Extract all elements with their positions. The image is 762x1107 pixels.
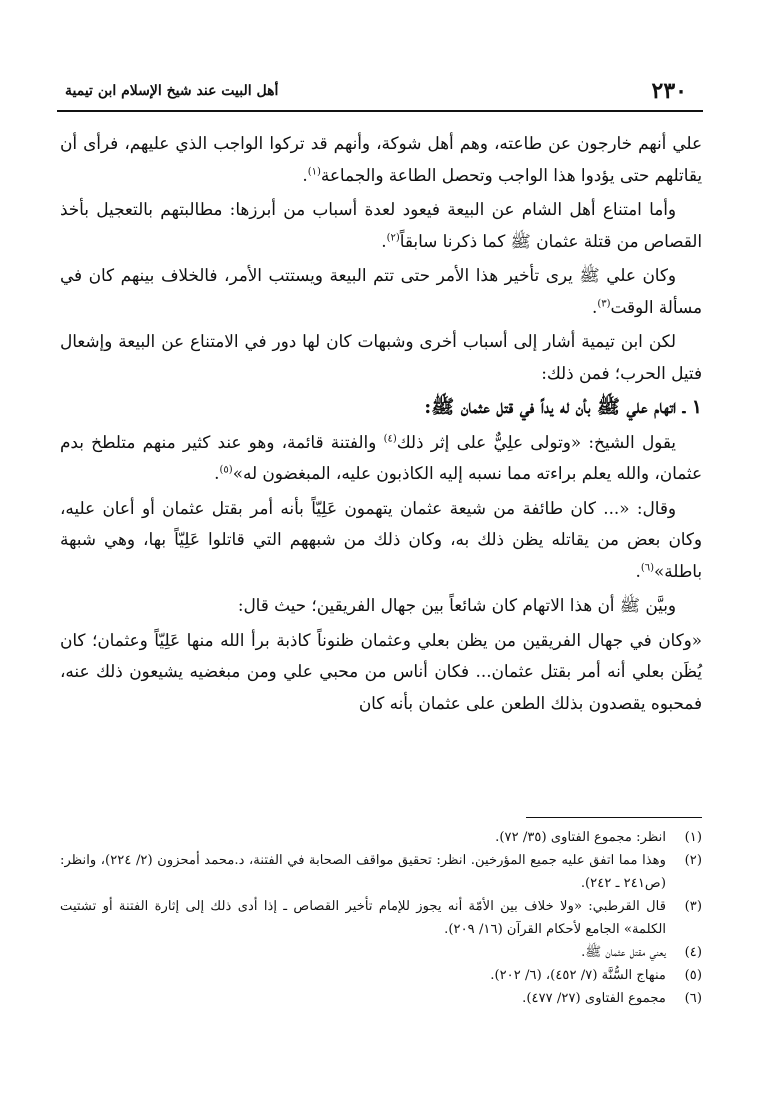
paragraph-text: وأما امتناع أهل الشام عن البيعة فيعود لعدة أسباب من أبرزها: مطالبتهم بالتعجيل بأخذ القصاص من قتلة عثمان ﷺ كما ذكرنا سابقاً xyxy=(60,199,702,251)
paragraph: وكان علي ﷺ يرى تأخير هذا الأمر حتى تتم البيعة ويستتب الأمر، فالخلاف بينهم كان في مسألة الوقت$^{(٣)}$. xyxy=(60,265,702,317)
footnote-text: يعني مقتل عثمان ﷺ. xyxy=(581,945,666,960)
footnote-ref: (٦) xyxy=(640,561,655,573)
paragraph: وأما امتناع أهل الشام عن البيعة فيعود لعدة أسباب من أبرزها: مطالبتهم بالتعجيل بأخذ القصاص من قتلة عثمان ﷺ كما ذكرنا سابقاً$^{(٢)}$. xyxy=(60,199,702,251)
footnote-text: قال القرطبي: «ولا خلاف بين الأمّة أنه يجوز للإمام تأخير القصاص ـ إذا أدى ذلك إلى إثارة الفتنة أو تشتيت الكلمة» الجامع لأحكام القرآن (١٦/ ٢٠٩). xyxy=(60,899,666,937)
footnote-text: انظر: مجموع الفتاوى (٣٥/ ٧٢). xyxy=(495,830,666,845)
footnote-number: (٤) xyxy=(684,945,702,960)
footnote-ref: (٣) xyxy=(597,297,611,309)
paragraph-text: لكن ابن تيمية أشار إلى أسباب أخرى وشبهات كان لها دور في الامتناع عن البيعة وإشعال فتيل الحرب؛ فمن ذلك: xyxy=(60,331,702,383)
footnote xyxy=(60,849,702,895)
paragraph-text: والفتنة قائمة، وهو عند كثير منهم متلطخ بدم عثمان، والله يعلم براءته مما نسبه إليه الكاذبون عليه، المبغضون له» xyxy=(60,431,702,483)
page-number: ٢٣٠ xyxy=(651,78,687,104)
footnote xyxy=(60,826,702,849)
paragraph: علي أنهم خارجون عن طاعته، وهم أهل شوكة، وأنهم قد تركوا الواجب الذي عليهم، فرأى أن يقاتلهم حتى يؤدوا هذا الواجب وتحصل الطاعة والجماعة$^{(١)}$. xyxy=(60,133,702,185)
footnote-divider xyxy=(526,817,702,818)
main-text xyxy=(60,128,702,722)
footnote-number: (١) xyxy=(684,830,702,845)
footnote-text: مجموع الفتاوى (٢٧/ ٤٧٧). xyxy=(522,991,666,1006)
paragraph-text: وكان علي ﷺ يرى تأخير هذا الأمر حتى تتم البيعة ويستتب الأمر، فالخلاف بينهم كان في مسألة الوقت xyxy=(60,265,702,317)
paragraph xyxy=(60,326,702,389)
footnote-ref: (٢) xyxy=(386,231,400,243)
section-heading: ١ ـ اتهام علي ﷺ بأن له يداً في قتل عثمان ﷺ: xyxy=(424,396,702,418)
footnote xyxy=(60,987,702,1010)
paragraph: وقال: «... كان طائفة من شيعة عثمان يتهمون عَلِيّاً بأنه أمر بقتل عثمان أو أعان عليه، وكان بعض من يقاتله يظن ذلك به، وكان ذلك من شبههم التي قاتلوا عَلِيّاً بها، وهي شبهة باطلة»$^{(٦)}$. xyxy=(60,497,702,581)
footnote-ref: (٤) xyxy=(383,432,397,444)
paragraph xyxy=(60,590,702,622)
footnote-ref: (١) xyxy=(307,165,321,177)
paragraph-text: يقول الشيخ: «وتولى علِيٌّ على إثر ذلك xyxy=(396,431,676,452)
paragraph-text: علي أنهم خارجون عن طاعته، وهم أهل شوكة، وأنهم قد تركوا الواجب الذي عليهم، فرأى أن يقاتلهم حتى يؤدوا هذا الواجب وتحصل الطاعة والجماعة xyxy=(60,133,702,185)
paragraph-text: وبيَّن ﷺ أن هذا الاتهام كان شائعاً بين جهال الفريقين؛ حيث قال: xyxy=(237,595,676,615)
footnote xyxy=(60,964,702,987)
footnote-ref: (٥) xyxy=(219,464,233,476)
running-title: أهل البيت عند شيخ الإسلام ابن تيمية xyxy=(65,83,279,99)
paragraph-text: وقال: «... كان طائفة من شيعة عثمان يتهمون عَلِيّاً بأنه أمر بقتل عثمان أو أعان عليه، وكان بعض من يقاتله يظن ذلك به، وكان ذلك من شبههم التي قاتلوا عَلِيّاً بها، وهي شبهة باطلة» xyxy=(60,497,702,581)
footnote-number: (٥) xyxy=(684,968,702,983)
footnote xyxy=(60,941,702,964)
footnotes xyxy=(60,826,702,1010)
quotation xyxy=(60,625,702,720)
quotation-text: «وكان في جهال الفريقين من يظن بعلي وعثمان ظنوناً كاذبة برأ الله منها عَلِيّاً وعثمان؛ كان يُظَن بعلي أنه أمر بقتل عثمان... فكان أناس من محبي علي ومن مبغضيه يشيعون ذلك عنه، فمحبوه يقصدون بذلك الطعن على عثمان بأنه كان xyxy=(60,629,702,713)
footnote-text: وهذا مما اتفق عليه جميع المؤرخين. انظر: تحقيق مواقف الصحابة في الفتنة، د.محمد أمحزون (٢/ ٢٢٤)، وانظر: (ص٢٤١ ـ ٢٤٢). xyxy=(60,853,666,891)
page-header xyxy=(57,76,703,112)
footnote-number: (٦) xyxy=(684,991,702,1006)
paragraph: يقول الشيخ: «وتولى علِيٌّ على إثر ذلك$^{(٤)}$ والفتنة قائمة، وهو عند كثير منهم متلطخ بدم عثمان، والله يعلم براءته مما نسبه إليه الكاذبون عليه، المبغضون له»$^{(٥)}$. xyxy=(60,431,702,483)
footnote-text: منهاج السُّنَّة (٧/ ٤٥٢)، (٦/ ٢٠٢). xyxy=(490,968,666,983)
footnote-number: (٢) xyxy=(684,853,702,868)
footnote xyxy=(60,895,702,941)
footnote-number: (٣) xyxy=(684,899,702,914)
